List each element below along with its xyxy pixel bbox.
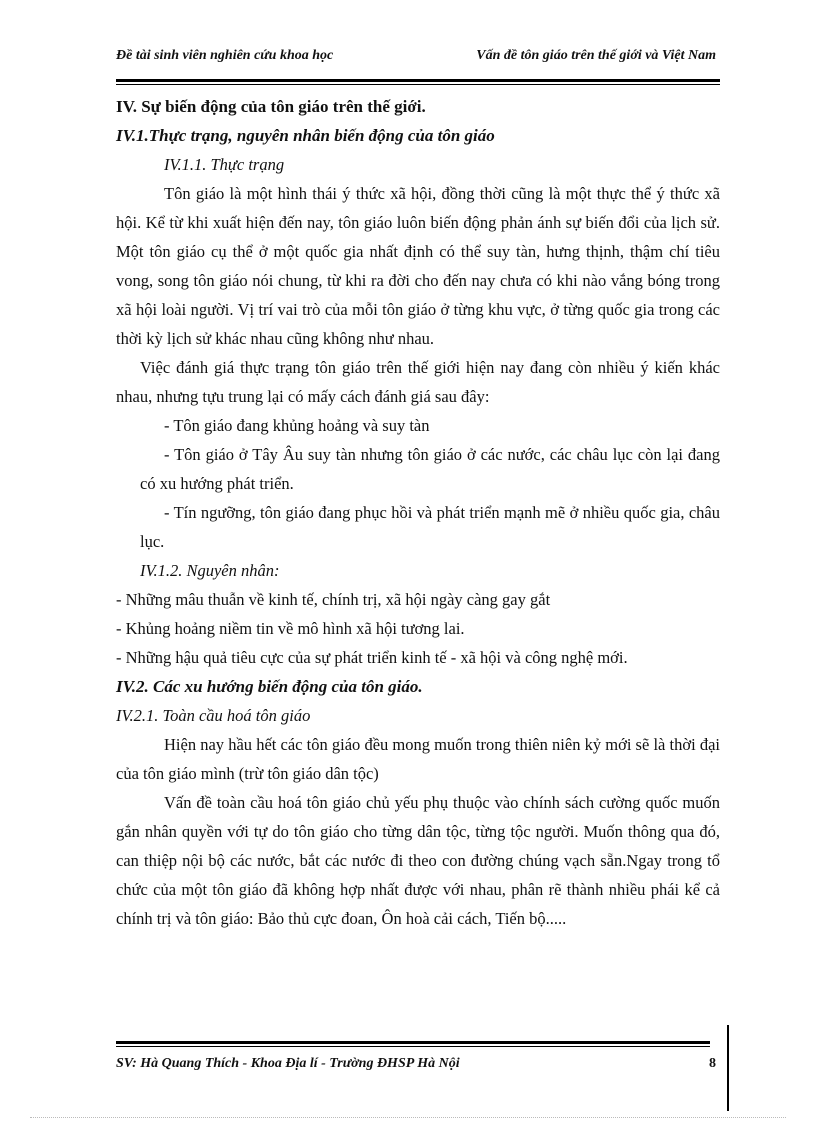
bullet-1-3: - Tín ngưỡng, tôn giáo đang phục hồi và phát triển mạnh mẽ ở nhiều quốc gia, châu lục. xyxy=(140,503,720,551)
heading-iv-1-2: IV.1.2. Nguyên nhân: xyxy=(140,561,280,580)
paragraph-1: Tôn giáo là một hình thái ý thức xã hội, đồng thời cũng là một thực thể ý thức xã hội. Kể từ khi xuất hiện đến nay, tôn giáo luôn biến động phản ánh sự biến đổi của lịch sử. Một tôn giáo cụ thể ở một quốc gia nhất định có thể suy tàn, hưng thịnh, thậm chí tiêu vong, song tôn giáo nói chung, từ khi ra đời cho đến nay chưa có khi nào vắng bóng trong xã hội loài người. Vị trí vai trò của mỗi tôn giáo ở từng khu vực, ở từng quốc gia trong các thời kỳ lịch sử khác nhau cũng không như nhau. xyxy=(116,184,720,348)
footer-rule-thin xyxy=(116,1046,710,1047)
bullet-2-1: - Những mâu thuẫn về kinh tế, chính trị, xã hội ngày càng gay gắt xyxy=(116,590,551,609)
heading-iv-1: IV.1.Thực trạng, nguyên nhân biến động của tôn giáo xyxy=(116,126,495,145)
footer-author: SV: Hà Quang Thích - Khoa Địa lí - Trường ĐHSP Hà Nội xyxy=(116,1056,460,1071)
paragraph-2: Việc đánh giá thực trạng tôn giáo trên thế giới hiện nay đang còn nhiều ý kiến khác nhau, nhưng tựu trung lại có mấy cách đánh giá sau đây: xyxy=(116,358,720,406)
header-right: Vấn đề tôn giáo trên thế giới và Việt Nam xyxy=(476,48,716,63)
heading-iv-2-1: IV.2.1. Toàn cầu hoá tôn giáo xyxy=(116,706,311,725)
page-number: 8 xyxy=(709,1056,716,1071)
page-header xyxy=(116,48,716,64)
page-footer xyxy=(116,1056,716,1072)
paragraph-4: Vấn đề toàn cầu hoá tôn giáo chủ yếu phụ thuộc vào chính sách cường quốc muốn gắn nhân quyền với tự do tôn giáo cho từng dân tộc, từng tộc người. Muốn thông qua đó, can thiệp nội bộ các nước, bắt các nước đi theo con đường chúng vạch sẵn.Ngay trong tổ chức của một tôn giáo đã không hợp nhất được với nhau, phân rẽ thành nhiều phái kể cả chính trị và tôn giáo: Bảo thủ cực đoan, Ôn hoà cải cách, Tiến bộ..... xyxy=(116,793,720,928)
heading-iv-1-1: IV.1.1. Thực trạng xyxy=(164,155,285,174)
footer-rule-thick xyxy=(116,1041,710,1044)
heading-iv-2: IV.2. Các xu hướng biến động của tôn giáo. xyxy=(116,677,423,696)
side-rule xyxy=(727,1025,729,1111)
bullet-2-3: - Những hậu quả tiêu cực của sự phát triển kinh tế - xã hội và công nghệ mới. xyxy=(116,648,628,667)
header-left: Đề tài sinh viên nghiên cứu khoa học xyxy=(116,48,334,63)
bottom-dotted-line xyxy=(30,1117,786,1118)
header-rule-thin xyxy=(116,84,720,85)
paragraph-3: Hiện nay hầu hết các tôn giáo đều mong muốn trong thiên niên kỷ mới sẽ là thời đại của tôn giáo mình (trừ tôn giáo dân tộc) xyxy=(116,735,720,783)
document-body xyxy=(116,92,720,933)
heading-section-iv: IV. Sự biến động của tôn giáo trên thế giới. xyxy=(116,97,426,116)
bullet-2-2: - Khủng hoảng niềm tin về mô hình xã hội tương lai. xyxy=(116,619,465,638)
bullet-1-1: - Tôn giáo đang khủng hoảng và suy tàn xyxy=(164,416,430,435)
bullet-1-2: - Tôn giáo ở Tây Âu suy tàn nhưng tôn giáo ở các nước, các châu lục còn lại đang có xu hướng phát triển. xyxy=(140,445,720,493)
header-rule-thick xyxy=(116,79,720,82)
